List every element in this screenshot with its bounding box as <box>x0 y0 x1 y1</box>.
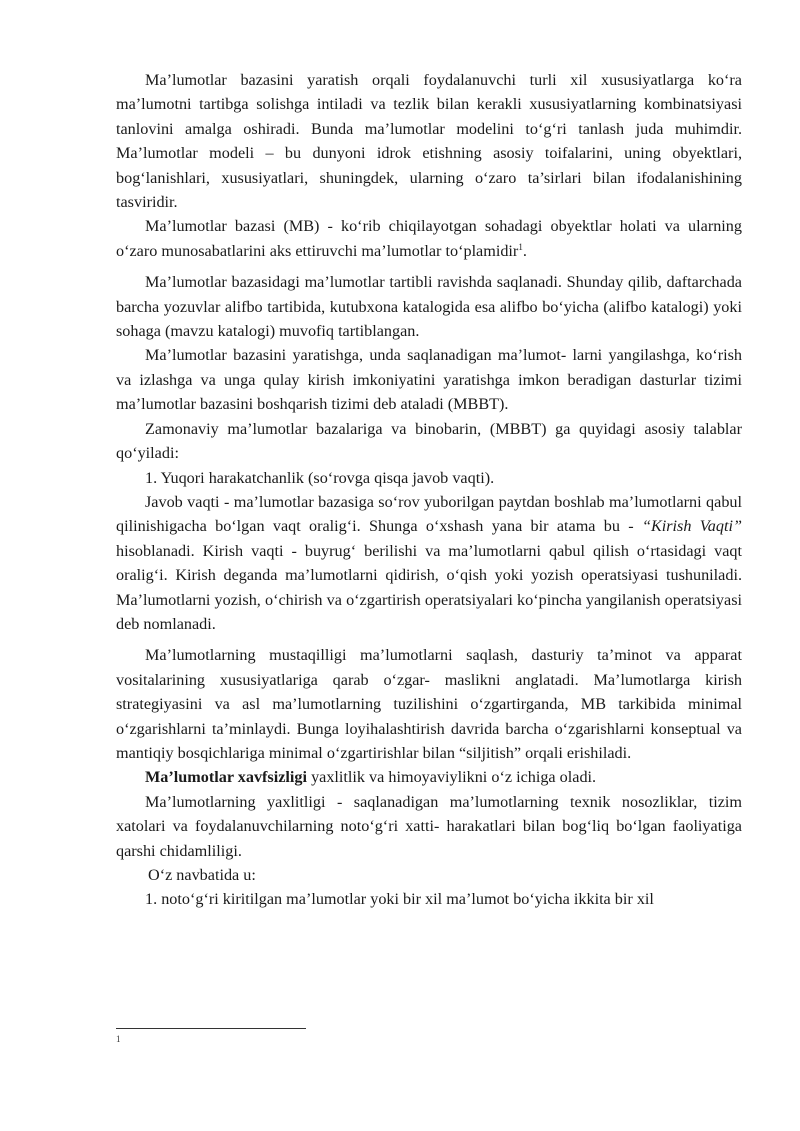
paragraph-requirements: Zamonaviy ma’lumotlar bazalariga va binobarin, (MBBT) ga quyidagi asosiy talablar qo‘yiladi: <box>116 419 742 463</box>
paragraph-intro: Ma’lumotlar bazasini yaratish orqali foydalanuvchi turli xil xususiyatlarga ko‘ra ma’lumotni tartibga solishga intiladi va tezlik bilan kerakli xususiyatlarning kombinatsiyasi tanlovini amalga oshiradi. Bunda ma’lumotlar modelini to‘g‘ri tanlash juda muhimdir. Ma’lumotlar modeli – bu dunyoni idrok etishning asosiy toifalarini, uning obyektlari, bog‘lanishlari, xususiyatlari, shuningdek, ularning o‘zaro ta’sirlari bilan ifodalanishining tasviridir. <box>116 71 742 212</box>
paragraph-mb-text: Ma’lumotlar bazasi (MB) - ko‘rib chiqilayotgan sohadagi obyektlar holati va ularning o‘zaro munosabatlarini aks ettiruvchi ma’lumotlar to‘plamidir <box>116 217 742 260</box>
paragraph-independence: Ma’lumotlarning mustaqilligi ma’lumotlarni saqlash, dasturiy ta’minot va apparat vositalarining xususiyatlariga qarab o‘zgar- maslikni anglatadi. Ma’lumotlarga kirish strategiyasini va asl ma’lumotlarning tuzilishini o‘zgartirganda, MB tarkibida minimal o‘zgarishlarni ta’minlaydi. Bunga loyihalashtirish davrida barcha o‘zgarishlarni konseptual va mantiqiy bosqichlariga minimal o‘zgartirishlar bilan “siljitish” orqali erishiladi. <box>116 646 742 762</box>
body-text <box>116 68 742 912</box>
list-item-performance: 1. Yuqori harakatchanlik (so‘rovga qisqa javob vaqti). <box>145 468 495 487</box>
paragraph-ordering: Ma’lumotlar bazasidagi ma’lumotlar tartibli ravishda saqlanadi. Shunday qilib, daftarchada barcha yozuvlar alifbo tartibida, kutubxona katalogida esa alifbo bo‘yicha (alifbo katalogi) yoki sohaga (mavzu katalogi) muvofiq tartiblangan. <box>116 273 742 341</box>
paragraph-in-turn: O‘z navbatida u: <box>148 866 256 884</box>
term-kirish-vaqti: “Kirish Vaqti” <box>641 517 742 536</box>
response-time-text: Javob vaqti - ma’lumotlar bazasiga so‘rov yuborilgan paytdan boshlab ma’lumotlarni qabul qilinishigacha bo‘lgan vaqt oralig‘i. Shunga o‘xshash yana bir atama bu - <box>116 492 742 536</box>
paragraph-response-time <box>116 490 742 636</box>
footnote-number: 1 <box>116 1034 121 1044</box>
paragraph-mb-definition <box>116 214 742 263</box>
paragraph-security <box>116 765 742 789</box>
paragraph-mbbt: Ma’lumotlar bazasini yaratishga, unda saqlanadigan ma’lumot- larni yangilashga, ko‘rish va izlashga va unga qulay kirish imkoniyatini yaratishga imkon beradigan dasturlar tizimi ma’lumotlar bazasini boshqarish tizimi deb ataladi (MBBT). <box>116 346 742 414</box>
footnote-separator <box>116 1028 306 1029</box>
paragraph-integrity: Ma’lumotlarning yaxlitligi - saqlanadigan ma’lumotlarning texnik nosozliklar, tizim xatolari va foydalanuvchilarning noto‘g‘ri xatti- harakatlari bilan bog‘liq bo‘lgan faoliyatiga qarshi chidamliligi. <box>116 792 742 860</box>
list-item-incorrect-data: 1. noto‘g‘ri kiritilgan ma’lumotlar yoki bir xil ma’lumot bo‘yicha ikkita bir xil <box>145 890 654 909</box>
term-security: Ma’lumotlar xavfsizligi <box>145 768 308 787</box>
security-text: yaxlitlik va himoyaviylikni o‘z ichiga oladi. <box>307 768 597 787</box>
footnote-reference: 1 <box>518 241 523 252</box>
paragraph-mb-end: . <box>522 241 527 260</box>
response-time-text-cont: hisoblanadi. Kirish vaqti - buyrug‘ berilishi va ma’lumotlarni qabul qilish o‘rtasidagi vaqt oralig‘i. Kirish deganda ma’lumotlarni qidirish, o‘qish yoki yozish operatsiyasi tushuniladi. Ma’lumotlarni yozish, o‘chirish va o‘zgartirish operatsiyalari ko‘pincha yangilanish operatsiyasi deb nomlanadi. <box>116 541 742 633</box>
